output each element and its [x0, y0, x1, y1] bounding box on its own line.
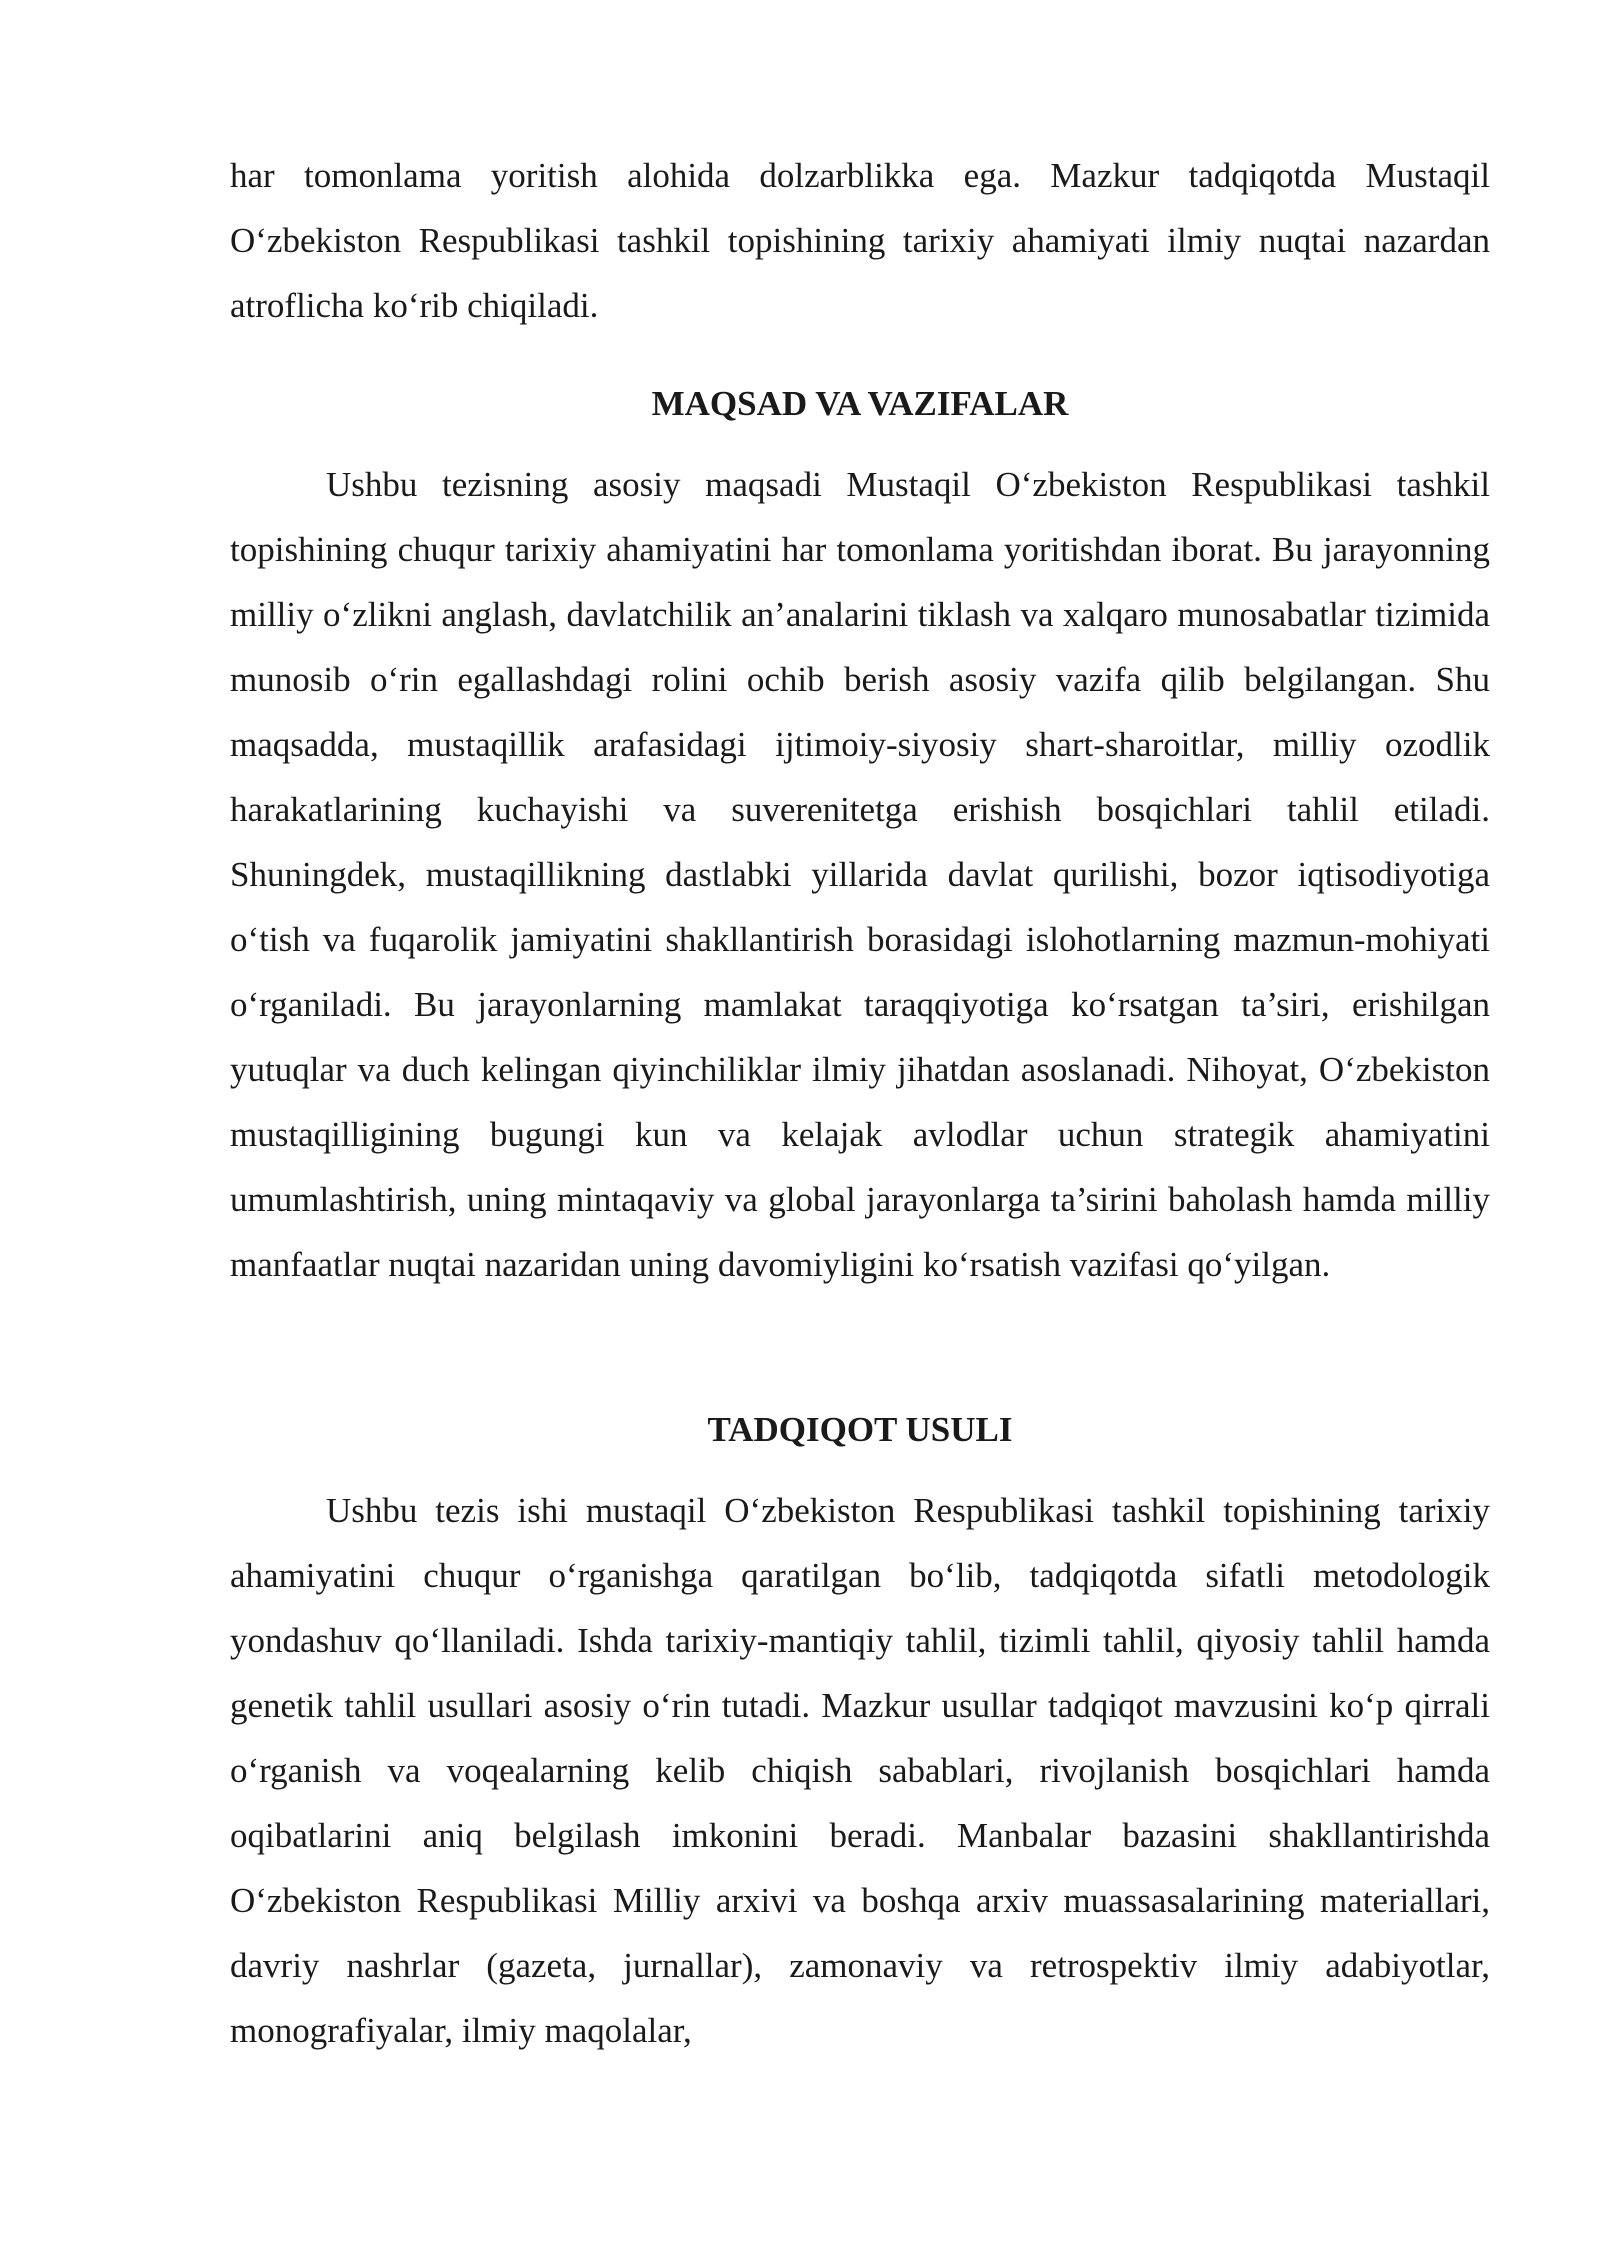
section-heading: MAQSAD VA VAZIFALAR	[651, 384, 1069, 423]
method-paragraph-block	[230, 1478, 1490, 2063]
intro-paragraph: har tomonlama yoritish alohida dolzarblikka ega. Mazkur tadqiqotda Mustaqil O‘zbekiston Respublikasi tashkil topishining tarixiy ahamiyati ilmiy nuqtai nazardan atroflicha ko‘rib chiqiladi.	[230, 156, 1490, 325]
section-heading-method	[230, 1408, 1490, 1452]
goals-paragraph: Ushbu tezisning asosiy maqsadi Mustaqil O‘zbekiston Respublikasi tashkil topishining chuqur tarixiy ahamiyatini har tomonlama yoritishdan iborat. Bu jarayonning milliy o‘zlikni anglash, davlatchilik an’analarini tiklash va xalqaro munosabatlar tizimida munosib o‘rin egallashdagi rolini ochib berish asosiy vazifa qilib belgilangan. Shu maqsadda, mustaqillik arafasidagi ijtimoiy-siyosiy shart-sharoitlar, milliy ozodlik harakatlarining kuchayishi va suverenitetga erishish bosqichlari tahlil etiladi. Shuningdek, mustaqillikning dastlabki yillarida davlat qurilishi, bozor iqtisodiyotiga o‘tish va fuqarolik jamiyatini shakllantirish borasidagi islohotlarning mazmun-mohiyati o‘rganiladi. Bu jarayonlarning mamlakat taraqqiyotiga ko‘rsatgan ta’siri, erishilgan yutuqlar va duch kelingan qiyinchiliklar ilmiy jihatdan asoslanadi. Nihoyat, O‘zbekiston mustaqilligining bugungi kun va kelajak avlodlar uchun strategik ahamiyatini umumlashtirish, uning mintaqaviy va global jarayonlarga ta’sirini baholash hamda milliy manfaatlar nuqtai nazaridan uning davomiyligini ko‘rsatish vazifasi qo‘yilgan.	[230, 465, 1490, 1284]
intro-paragraph-block	[230, 143, 1490, 338]
section-heading-goals	[230, 382, 1490, 426]
method-paragraph: Ushbu tezis ishi mustaqil O‘zbekiston Respublikasi tashkil topishining tarixiy ahamiyatini chuqur o‘rganishga qaratilgan bo‘lib, tadqiqotda sifatli metodologik yondashuv qo‘llaniladi. Ishda tarixiy-mantiqiy tahlil, tizimli tahlil, qiyosiy tahlil hamda genetik tahlil usullari asosiy o‘rin tutadi. Mazkur usullar tadqiqot mavzusini ko‘p qirrali o‘rganish va voqealarning kelib chiqish sabablari, rivojlanish bosqichlari hamda oqibatlarini aniq belgilash imkonini beradi. Manbalar bazasini shakllantirishda O‘zbekiston Respublikasi Milliy arxivi va boshqa arxiv muassasalarining materiallari, davriy nashrlar (gazeta, jurnallar), zamonaviy va retrospektiv ilmiy adabiyotlar, monografiyalar, ilmiy maqolalar,	[230, 1491, 1490, 2050]
goals-paragraph-block	[230, 452, 1490, 1297]
section-heading: TADQIQOT USULI	[707, 1410, 1013, 1449]
